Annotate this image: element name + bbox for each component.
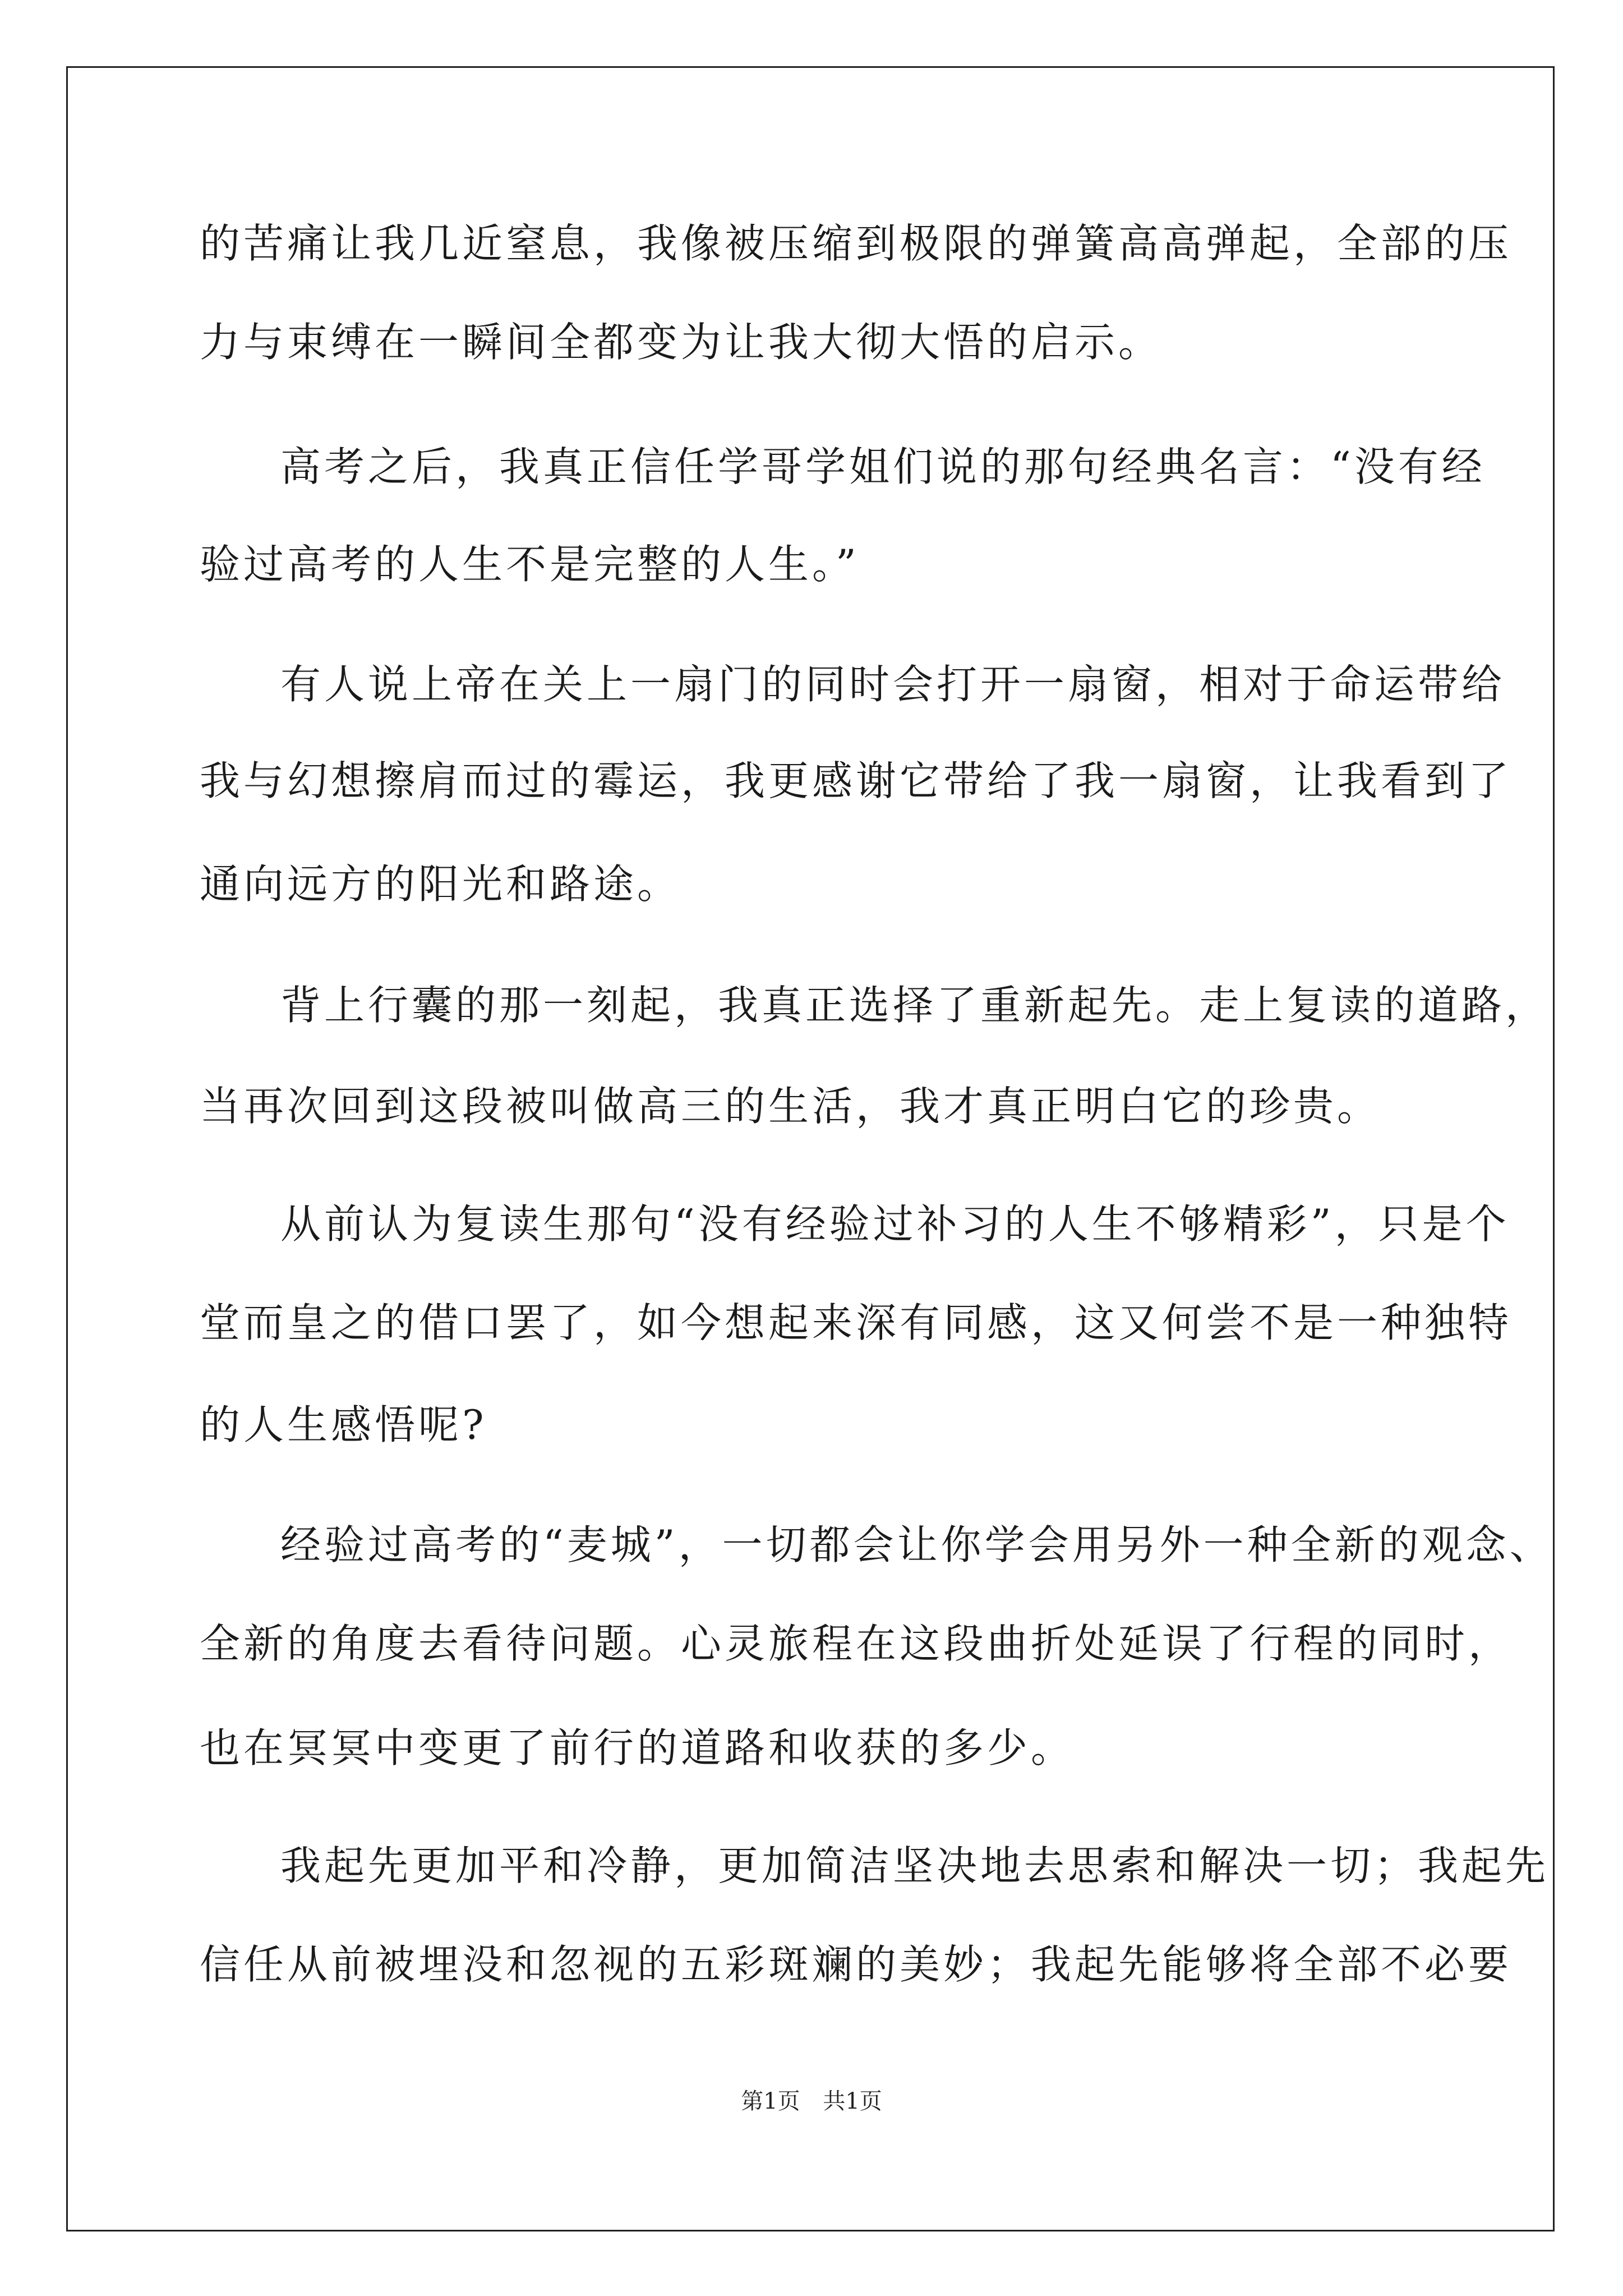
text-line: 从前认为复读生那句“没有经验过补习的人生不够精彩”，只是个 (280, 1200, 1510, 1248)
text-line: 力与束缚在一瞬间全都变为让我大彻大悟的启示。 (200, 319, 1163, 366)
text-line: 堂而皇之的借口罢了，如今想起来深有同感，这又何尝不是一种独特 (200, 1299, 1513, 1346)
page-footer (0, 2083, 1623, 2115)
text-line: 经验过高考的“麦城”，一切都会让你学会用另外一种全新的观念、 (280, 1521, 1553, 1568)
text-line: 通向远方的阳光和路途。 (200, 861, 681, 908)
text-line: 高考之后，我真正信任学哥学姐们说的那句经典名言：“没有经 (280, 443, 1486, 490)
text-line: 的苦痛让我几近窒息，我像被压缩到极限的弹簧高高弹起，全部的压 (200, 220, 1513, 267)
page-number: 第1页 (741, 2088, 800, 2114)
text-line: 我起先更加平和冷静，更加简洁坚决地去思索和解决一切；我起先 (280, 1842, 1550, 1889)
text-line: 我与幻想擦肩而过的霉运，我更感谢它带给了我一扇窗，让我看到了 (200, 757, 1513, 804)
text-line: 也在冥冥中变更了前行的道路和收获的多少。 (200, 1724, 1075, 1772)
text-line: 验过高考的人生不是完整的人生。” (200, 541, 860, 588)
page-border (66, 66, 1555, 2231)
page-total: 共1页 (823, 2088, 882, 2114)
text-line: 有人说上帝在关上一扇门的同时会打开一扇窗，相对于命运带给 (280, 661, 1506, 708)
text-line: 背上行囊的那一刻起，我真正选择了重新起先。走上复读的道路， (280, 982, 1550, 1029)
text-line: 当再次回到这段被叫做高三的生活，我才真正明白它的珍贵。 (200, 1083, 1381, 1130)
text-line: 的人生感悟呢? (200, 1401, 487, 1448)
text-line: 全新的角度去看待问题。心灵旅程在这段曲折处延误了行程的同时， (200, 1620, 1513, 1667)
text-line: 信任从前被埋没和忽视的五彩斑斓的美妙；我起先能够将全部不必要 (200, 1941, 1513, 1988)
